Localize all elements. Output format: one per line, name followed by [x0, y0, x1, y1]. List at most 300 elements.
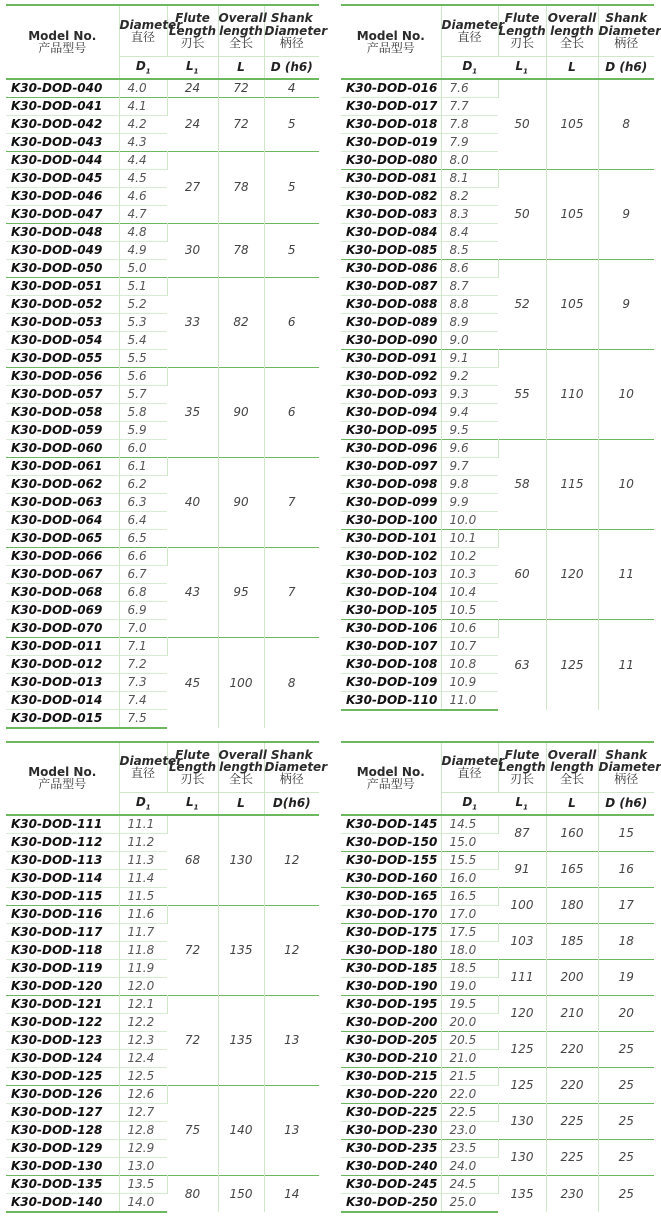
- table-row: [6, 223, 319, 241]
- overall-length-value: 105: [546, 79, 598, 170]
- diameter-value: 12.9: [119, 1139, 167, 1157]
- diameter-value: 15.0: [441, 833, 498, 851]
- symbol-l1: $L_1$: [498, 56, 546, 79]
- diameter-value: 4.4: [119, 151, 167, 169]
- overall-length-value: 90: [218, 457, 264, 547]
- diameter-value: 16.5: [441, 887, 498, 905]
- table-row: [341, 995, 654, 1013]
- model-number: K30-DOD-080: [341, 151, 441, 169]
- diameter-value: 8.6: [441, 259, 498, 277]
- model-number: K30-DOD-057: [6, 385, 119, 403]
- shank-diameter-value: 17: [598, 887, 654, 923]
- flute-length-value: 35: [167, 367, 218, 457]
- diameter-value: 10.5: [441, 601, 498, 619]
- overall-length-value: 165: [546, 851, 598, 887]
- flute-length-value: 40: [167, 457, 218, 547]
- diameter-value: 11.0: [441, 691, 498, 710]
- model-number: K30-DOD-062: [6, 475, 119, 493]
- shank-diameter-value: 6: [264, 367, 319, 457]
- header-flute-length: Flute Length 刃长: [498, 742, 546, 792]
- model-number: K30-DOD-088: [341, 295, 441, 313]
- model-number: K30-DOD-081: [341, 169, 441, 187]
- shank-diameter-value: 16: [598, 851, 654, 887]
- diameter-value: 10.2: [441, 547, 498, 565]
- model-number: K30-DOD-049: [6, 241, 119, 259]
- header-overall-length: Overall length 全长: [218, 5, 264, 56]
- header-overall-length: Overall length 全长: [218, 742, 264, 792]
- symbol-d1: $D_1$: [441, 792, 498, 815]
- model-number: K30-DOD-210: [341, 1049, 441, 1067]
- header-diameter: Diameter 直径: [441, 742, 498, 792]
- model-number: K30-DOD-145: [341, 815, 441, 834]
- shank-diameter-value: 25: [598, 1103, 654, 1139]
- model-number: K30-DOD-120: [6, 977, 119, 995]
- shank-diameter-value: 25: [598, 1139, 654, 1175]
- diameter-value: 12.0: [119, 977, 167, 995]
- overall-length-value: 72: [218, 97, 264, 151]
- model-number: K30-DOD-043: [6, 133, 119, 151]
- model-number: K30-DOD-068: [6, 583, 119, 601]
- shank-diameter-value: 7: [264, 457, 319, 547]
- table-row: [6, 1175, 319, 1193]
- model-number: K30-DOD-105: [341, 601, 441, 619]
- diameter-value: 9.4: [441, 403, 498, 421]
- table-row: [341, 1067, 654, 1085]
- symbol-d1: $D_1$: [119, 792, 167, 815]
- model-number: K30-DOD-082: [341, 187, 441, 205]
- flute-length-value: 27: [167, 151, 218, 223]
- overall-length-value: 110: [546, 349, 598, 439]
- diameter-value: 7.9: [441, 133, 498, 151]
- flute-length-value: 63: [498, 619, 546, 710]
- model-number: K30-DOD-180: [341, 941, 441, 959]
- symbol-l1: $L_1$: [167, 56, 218, 79]
- diameter-value: 12.7: [119, 1103, 167, 1121]
- header-model: Model No. 产品型号: [6, 5, 119, 79]
- header-shank-diameter: Shank Diameter 柄径: [598, 742, 654, 792]
- table-row: [341, 1139, 654, 1157]
- flute-length-value: 130: [498, 1139, 546, 1175]
- model-number: K30-DOD-127: [6, 1103, 119, 1121]
- flute-length-value: 125: [498, 1031, 546, 1067]
- flute-length-value: 43: [167, 547, 218, 637]
- model-number: K30-DOD-250: [341, 1193, 441, 1212]
- overall-length-value: 225: [546, 1103, 598, 1139]
- diameter-value: 4.0: [119, 79, 167, 98]
- shank-diameter-value: 14: [264, 1175, 319, 1212]
- model-number: K30-DOD-095: [341, 421, 441, 439]
- symbol-dh6: D(h6): [264, 792, 319, 815]
- table-row: [341, 1031, 654, 1049]
- diameter-value: 9.2: [441, 367, 498, 385]
- diameter-value: 18.5: [441, 959, 498, 977]
- diameter-value: 9.9: [441, 493, 498, 511]
- model-number: K30-DOD-018: [341, 115, 441, 133]
- model-number: K30-DOD-103: [341, 565, 441, 583]
- diameter-value: 5.8: [119, 403, 167, 421]
- table-row: [6, 995, 319, 1013]
- diameter-value: 20.0: [441, 1013, 498, 1031]
- model-number: K30-DOD-042: [6, 115, 119, 133]
- overall-length-value: 95: [218, 547, 264, 637]
- header-flute-length: Flute Length 刃长: [167, 742, 218, 792]
- diameter-value: 18.0: [441, 941, 498, 959]
- spec-table-4: [341, 741, 661, 1213]
- diameter-value: 5.3: [119, 313, 167, 331]
- diameter-value: 5.5: [119, 349, 167, 367]
- model-number: K30-DOD-106: [341, 619, 441, 637]
- symbol-dh6: D (h6): [264, 56, 319, 79]
- diameter-value: 8.5: [441, 241, 498, 259]
- model-number: K30-DOD-113: [6, 851, 119, 869]
- model-number: K30-DOD-070: [6, 619, 119, 637]
- table-row: [341, 79, 654, 98]
- diameter-value: 7.0: [119, 619, 167, 637]
- diameter-value: 6.3: [119, 493, 167, 511]
- model-number: K30-DOD-090: [341, 331, 441, 349]
- model-number: K30-DOD-099: [341, 493, 441, 511]
- diameter-value: 9.5: [441, 421, 498, 439]
- overall-length-value: 78: [218, 223, 264, 277]
- model-number: K30-DOD-052: [6, 295, 119, 313]
- shank-diameter-value: 25: [598, 1067, 654, 1103]
- diameter-value: 11.7: [119, 923, 167, 941]
- diameter-value: 17.5: [441, 923, 498, 941]
- model-number: K30-DOD-155: [341, 851, 441, 869]
- diameter-value: 10.9: [441, 673, 498, 691]
- overall-length-value: 200: [546, 959, 598, 995]
- table-row: [341, 923, 654, 941]
- diameter-value: 9.1: [441, 349, 498, 367]
- diameter-value: 11.6: [119, 905, 167, 923]
- model-number: K30-DOD-094: [341, 403, 441, 421]
- header-model: Model No. 产品型号: [341, 5, 441, 79]
- overall-length-value: 220: [546, 1031, 598, 1067]
- model-number: K30-DOD-014: [6, 691, 119, 709]
- model-number: K30-DOD-220: [341, 1085, 441, 1103]
- diameter-value: 20.5: [441, 1031, 498, 1049]
- model-number: K30-DOD-083: [341, 205, 441, 223]
- model-number: K30-DOD-044: [6, 151, 119, 169]
- flute-length-value: 87: [498, 815, 546, 852]
- overall-length-value: 100: [218, 637, 264, 728]
- model-number: K30-DOD-190: [341, 977, 441, 995]
- model-number: K30-DOD-230: [341, 1121, 441, 1139]
- symbol-l: L: [218, 792, 264, 815]
- model-number: K30-DOD-091: [341, 349, 441, 367]
- model-number: K30-DOD-119: [6, 959, 119, 977]
- symbol-l1: $L_1$: [167, 792, 218, 815]
- model-number: K30-DOD-056: [6, 367, 119, 385]
- symbol-l: L: [546, 56, 598, 79]
- table-row: [341, 169, 654, 187]
- diameter-value: 7.4: [119, 691, 167, 709]
- diameter-value: 24.0: [441, 1157, 498, 1175]
- diameter-value: 4.9: [119, 241, 167, 259]
- shank-diameter-value: 8: [598, 79, 654, 170]
- diameter-value: 4.6: [119, 187, 167, 205]
- diameter-value: 23.5: [441, 1139, 498, 1157]
- model-number: K30-DOD-150: [341, 833, 441, 851]
- shank-diameter-value: 12: [264, 905, 319, 995]
- shank-diameter-value: 11: [598, 619, 654, 710]
- model-number: K30-DOD-019: [341, 133, 441, 151]
- diameter-value: 4.8: [119, 223, 167, 241]
- overall-length-value: 120: [546, 529, 598, 619]
- model-number: K30-DOD-092: [341, 367, 441, 385]
- model-number: K30-DOD-101: [341, 529, 441, 547]
- diameter-value: 11.2: [119, 833, 167, 851]
- diameter-value: 13.0: [119, 1157, 167, 1175]
- table-row: [6, 367, 319, 385]
- model-number: K30-DOD-012: [6, 655, 119, 673]
- diameter-value: 16.0: [441, 869, 498, 887]
- overall-length-value: 130: [218, 815, 264, 906]
- diameter-value: 7.2: [119, 655, 167, 673]
- model-number: K30-DOD-116: [6, 905, 119, 923]
- model-number: K30-DOD-124: [6, 1049, 119, 1067]
- diameter-value: 4.5: [119, 169, 167, 187]
- flute-length-value: 125: [498, 1067, 546, 1103]
- overall-length-value: 225: [546, 1139, 598, 1175]
- diameter-value: 12.2: [119, 1013, 167, 1031]
- diameter-value: 23.0: [441, 1121, 498, 1139]
- diameter-value: 12.6: [119, 1085, 167, 1103]
- model-number: K30-DOD-051: [6, 277, 119, 295]
- overall-length-value: 135: [218, 905, 264, 995]
- model-number: K30-DOD-040: [6, 79, 119, 98]
- model-number: K30-DOD-160: [341, 869, 441, 887]
- flute-length-value: 91: [498, 851, 546, 887]
- table-row: [6, 151, 319, 169]
- diameter-value: 4.1: [119, 97, 167, 115]
- diameter-value: 7.6: [441, 79, 498, 98]
- table-row: [6, 457, 319, 475]
- spec-table-2: [341, 4, 661, 711]
- diameter-value: 6.2: [119, 475, 167, 493]
- flute-length-value: 33: [167, 277, 218, 367]
- model-number: K30-DOD-061: [6, 457, 119, 475]
- diameter-value: 8.0: [441, 151, 498, 169]
- shank-diameter-value: 7: [264, 547, 319, 637]
- shank-diameter-value: 8: [264, 637, 319, 728]
- overall-length-value: 82: [218, 277, 264, 367]
- shank-diameter-value: 5: [264, 151, 319, 223]
- table-row: [6, 277, 319, 295]
- model-number: K30-DOD-235: [341, 1139, 441, 1157]
- table-row: [341, 1103, 654, 1121]
- model-number: K30-DOD-117: [6, 923, 119, 941]
- model-number: K30-DOD-058: [6, 403, 119, 421]
- model-number: K30-DOD-112: [6, 833, 119, 851]
- model-number: K30-DOD-195: [341, 995, 441, 1013]
- diameter-value: 19.0: [441, 977, 498, 995]
- shank-diameter-value: 9: [598, 169, 654, 259]
- flute-length-value: 80: [167, 1175, 218, 1212]
- model-number: K30-DOD-107: [341, 637, 441, 655]
- diameter-value: 6.8: [119, 583, 167, 601]
- shank-diameter-value: 13: [264, 995, 319, 1085]
- symbol-dh6: D (h6): [598, 792, 654, 815]
- symbol-d1: $D_1$: [119, 56, 167, 79]
- shank-diameter-value: 18: [598, 923, 654, 959]
- diameter-value: 12.8: [119, 1121, 167, 1139]
- flute-length-value: 100: [498, 887, 546, 923]
- shank-diameter-value: 25: [598, 1175, 654, 1212]
- table-row: [341, 619, 654, 637]
- diameter-value: 8.7: [441, 277, 498, 295]
- diameter-value: 15.5: [441, 851, 498, 869]
- flute-length-value: 72: [167, 905, 218, 995]
- diameter-value: 4.3: [119, 133, 167, 151]
- model-number: K30-DOD-050: [6, 259, 119, 277]
- model-number: K30-DOD-096: [341, 439, 441, 457]
- table-row: [6, 97, 319, 115]
- diameter-value: 11.1: [119, 815, 167, 834]
- diameter-value: 8.4: [441, 223, 498, 241]
- diameter-value: 12.5: [119, 1067, 167, 1085]
- diameter-value: 6.4: [119, 511, 167, 529]
- model-number: K30-DOD-130: [6, 1157, 119, 1175]
- model-number: K30-DOD-047: [6, 205, 119, 223]
- overall-length-value: 125: [546, 619, 598, 710]
- diameter-value: 11.9: [119, 959, 167, 977]
- flute-length-value: 58: [498, 439, 546, 529]
- diameter-value: 5.2: [119, 295, 167, 313]
- diameter-value: 17.0: [441, 905, 498, 923]
- table-row: [6, 1085, 319, 1103]
- diameter-value: 11.5: [119, 887, 167, 905]
- model-number: K30-DOD-200: [341, 1013, 441, 1031]
- overall-length-value: 115: [546, 439, 598, 529]
- model-number: K30-DOD-104: [341, 583, 441, 601]
- model-number: K30-DOD-122: [6, 1013, 119, 1031]
- overall-length-value: 210: [546, 995, 598, 1031]
- table-row: [341, 959, 654, 977]
- model-number: K30-DOD-129: [6, 1139, 119, 1157]
- diameter-value: 11.4: [119, 869, 167, 887]
- model-number: K30-DOD-055: [6, 349, 119, 367]
- symbol-d1: $D_1$: [441, 56, 498, 79]
- diameter-value: 7.8: [441, 115, 498, 133]
- diameter-value: 8.3: [441, 205, 498, 223]
- flute-length-value: 45: [167, 637, 218, 728]
- diameter-value: 4.7: [119, 205, 167, 223]
- diameter-value: 8.9: [441, 313, 498, 331]
- overall-length-value: 135: [218, 995, 264, 1085]
- shank-diameter-value: 5: [264, 223, 319, 277]
- diameter-value: 9.8: [441, 475, 498, 493]
- flute-length-value: 52: [498, 259, 546, 349]
- diameter-value: 6.1: [119, 457, 167, 475]
- diameter-value: 8.1: [441, 169, 498, 187]
- table-row: [6, 547, 319, 565]
- header-diameter: Diameter 直径: [119, 5, 167, 56]
- diameter-value: 13.5: [119, 1175, 167, 1193]
- diameter-value: 21.5: [441, 1067, 498, 1085]
- model-number: K30-DOD-064: [6, 511, 119, 529]
- header-shank-diameter: Shank Diameter 柄径: [264, 5, 319, 56]
- shank-diameter-value: 10: [598, 439, 654, 529]
- model-number: K30-DOD-060: [6, 439, 119, 457]
- header-overall-length: Overall length 全长: [546, 742, 598, 792]
- model-number: K30-DOD-017: [341, 97, 441, 115]
- model-number: K30-DOD-086: [341, 259, 441, 277]
- model-number: K30-DOD-205: [341, 1031, 441, 1049]
- model-number: K30-DOD-126: [6, 1085, 119, 1103]
- model-number: K30-DOD-110: [341, 691, 441, 710]
- diameter-value: 10.8: [441, 655, 498, 673]
- symbol-dh6: D (h6): [598, 56, 654, 79]
- overall-length-value: 140: [218, 1085, 264, 1175]
- shank-diameter-value: 5: [264, 97, 319, 151]
- diameter-value: 22.0: [441, 1085, 498, 1103]
- table-row: [341, 529, 654, 547]
- overall-length-value: 160: [546, 815, 598, 852]
- overall-length-value: 78: [218, 151, 264, 223]
- model-number: K30-DOD-125: [6, 1067, 119, 1085]
- diameter-value: 5.1: [119, 277, 167, 295]
- diameter-value: 10.0: [441, 511, 498, 529]
- diameter-value: 22.5: [441, 1103, 498, 1121]
- shank-diameter-value: 19: [598, 959, 654, 995]
- symbol-l1: $L_1$: [498, 792, 546, 815]
- table-row: [6, 637, 319, 655]
- model-number: K30-DOD-123: [6, 1031, 119, 1049]
- diameter-value: 7.7: [441, 97, 498, 115]
- table-row: [341, 1175, 654, 1193]
- model-number: K30-DOD-225: [341, 1103, 441, 1121]
- diameter-value: 6.9: [119, 601, 167, 619]
- overall-length-value: 220: [546, 1067, 598, 1103]
- model-number: K30-DOD-041: [6, 97, 119, 115]
- diameter-value: 10.4: [441, 583, 498, 601]
- model-number: K30-DOD-140: [6, 1193, 119, 1212]
- diameter-value: 7.1: [119, 637, 167, 655]
- symbol-l: L: [546, 792, 598, 815]
- model-number: K30-DOD-069: [6, 601, 119, 619]
- model-number: K30-DOD-121: [6, 995, 119, 1013]
- model-number: K30-DOD-045: [6, 169, 119, 187]
- model-number: K30-DOD-114: [6, 869, 119, 887]
- model-number: K30-DOD-109: [341, 673, 441, 691]
- header-model: Model No. 产品型号: [341, 742, 441, 815]
- header-shank-diameter: Shank Diameter 柄径: [264, 742, 319, 792]
- diameter-value: 5.0: [119, 259, 167, 277]
- header-flute-length: Flute Length 刃长: [498, 5, 546, 56]
- diameter-value: 14.5: [441, 815, 498, 834]
- shank-diameter-value: 10: [598, 349, 654, 439]
- flute-length-value: 75: [167, 1085, 218, 1175]
- spec-table-3: [6, 741, 328, 1213]
- model-number: K30-DOD-100: [341, 511, 441, 529]
- diameter-value: 21.0: [441, 1049, 498, 1067]
- model-number: K30-DOD-059: [6, 421, 119, 439]
- model-number: K30-DOD-135: [6, 1175, 119, 1193]
- model-number: K30-DOD-065: [6, 529, 119, 547]
- model-number: K30-DOD-089: [341, 313, 441, 331]
- model-number: K30-DOD-170: [341, 905, 441, 923]
- diameter-value: 5.6: [119, 367, 167, 385]
- model-number: K30-DOD-048: [6, 223, 119, 241]
- model-number: K30-DOD-087: [341, 277, 441, 295]
- model-number: K30-DOD-128: [6, 1121, 119, 1139]
- overall-length-value: 230: [546, 1175, 598, 1212]
- diameter-value: 12.3: [119, 1031, 167, 1049]
- diameter-value: 5.9: [119, 421, 167, 439]
- model-number: K30-DOD-215: [341, 1067, 441, 1085]
- model-number: K30-DOD-097: [341, 457, 441, 475]
